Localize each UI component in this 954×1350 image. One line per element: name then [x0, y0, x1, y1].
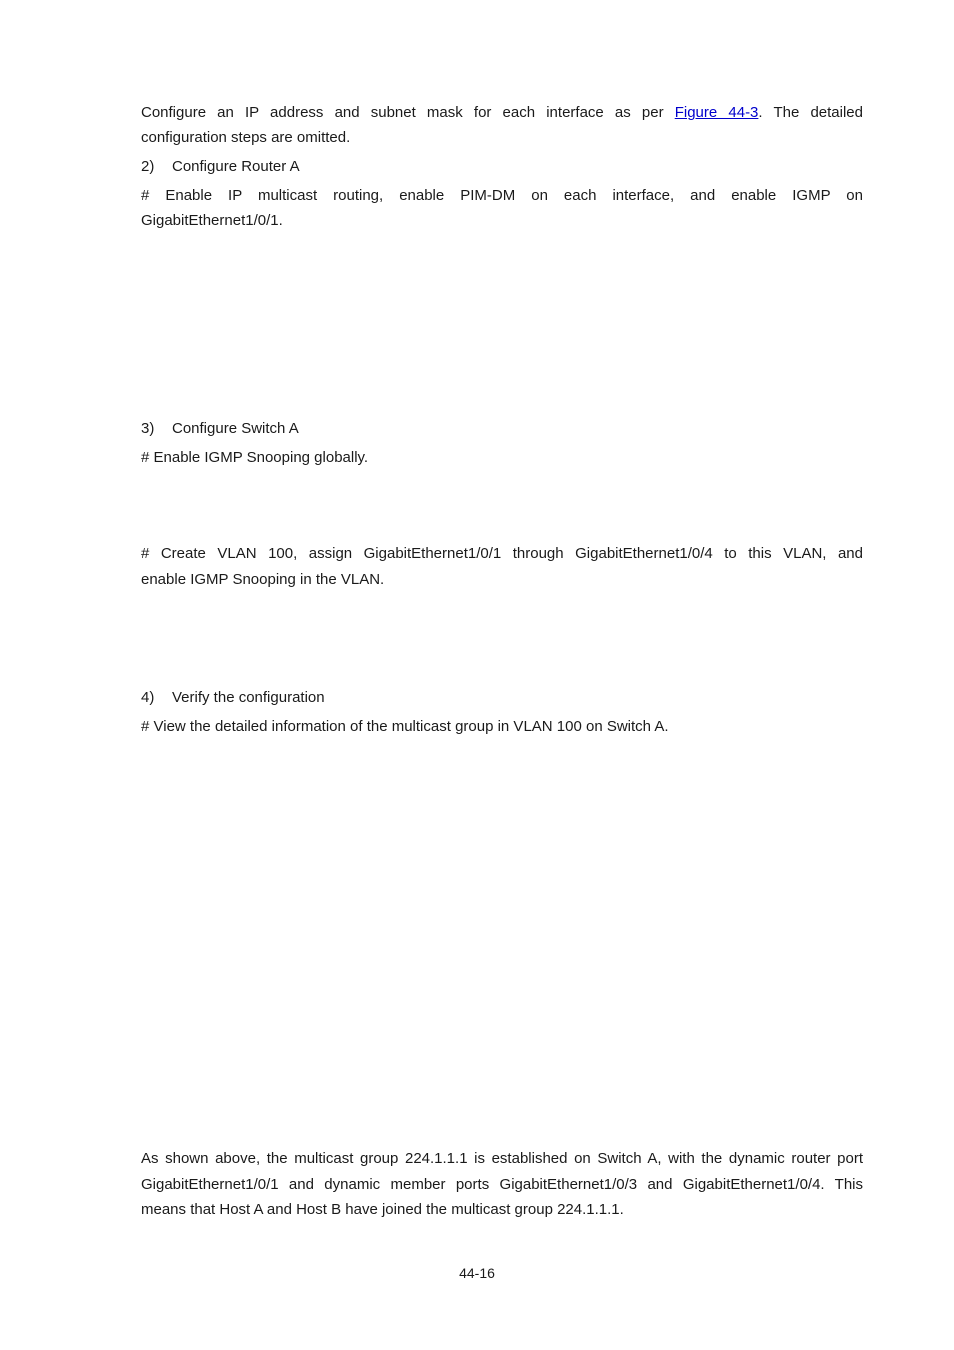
- summary-line-3: means that Host A and Host B have joined the multicast group 224.1.1.1.: [141, 1201, 624, 1218]
- step-4-note: # View the detailed information of the multicast group in VLAN 100 on Switch A.: [141, 718, 669, 735]
- step-3-note-1: # Enable IGMP Snooping globally.: [141, 449, 369, 466]
- step-3-note-2-line-2: enable IGMP Snooping in the VLAN.: [141, 571, 385, 588]
- step-3-number: 3): [141, 420, 155, 437]
- page-number: 44-16: [459, 1265, 495, 1281]
- intro-line-2: configuration steps are omitted.: [141, 129, 351, 146]
- intro-text-before-link: Configure an IP address and subnet mask for each interface as per: [141, 104, 675, 121]
- step-4-number: 4): [141, 689, 155, 706]
- step-3-heading: [141, 416, 863, 441]
- step-2-note-line-2: GigabitEthernet1/0/1.: [141, 212, 283, 229]
- step-2-heading: [141, 154, 863, 179]
- intro-text-after-link: . The detailed: [758, 104, 863, 121]
- step-4-title: Verify the configuration: [172, 689, 325, 706]
- step-2-number: 2): [141, 158, 155, 175]
- step-2-title: Configure Router A: [172, 158, 300, 175]
- summary-line-1: As shown above, the multicast group 224.1.1.1 is established on Switch A, with the dynamic router port: [141, 1150, 863, 1167]
- step-3-note-2-line-1: # Create VLAN 100, assign GigabitEthernet1/0/1 through GigabitEthernet1/0/4 to this VLAN, and: [141, 545, 863, 562]
- summary-line-2: GigabitEthernet1/0/1 and dynamic member ports GigabitEthernet1/0/3 and GigabitEthernet1/0/4. This: [141, 1176, 863, 1193]
- step-3-title: Configure Switch A: [172, 420, 299, 437]
- step-4-heading: [141, 685, 863, 710]
- figure-44-3-link[interactable]: Figure 44-3: [674, 104, 759, 121]
- intro-line-1: [141, 100, 863, 125]
- step-2-note-line-1: # Enable IP multicast routing, enable PIM-DM on each interface, and enable IGMP on: [141, 187, 863, 204]
